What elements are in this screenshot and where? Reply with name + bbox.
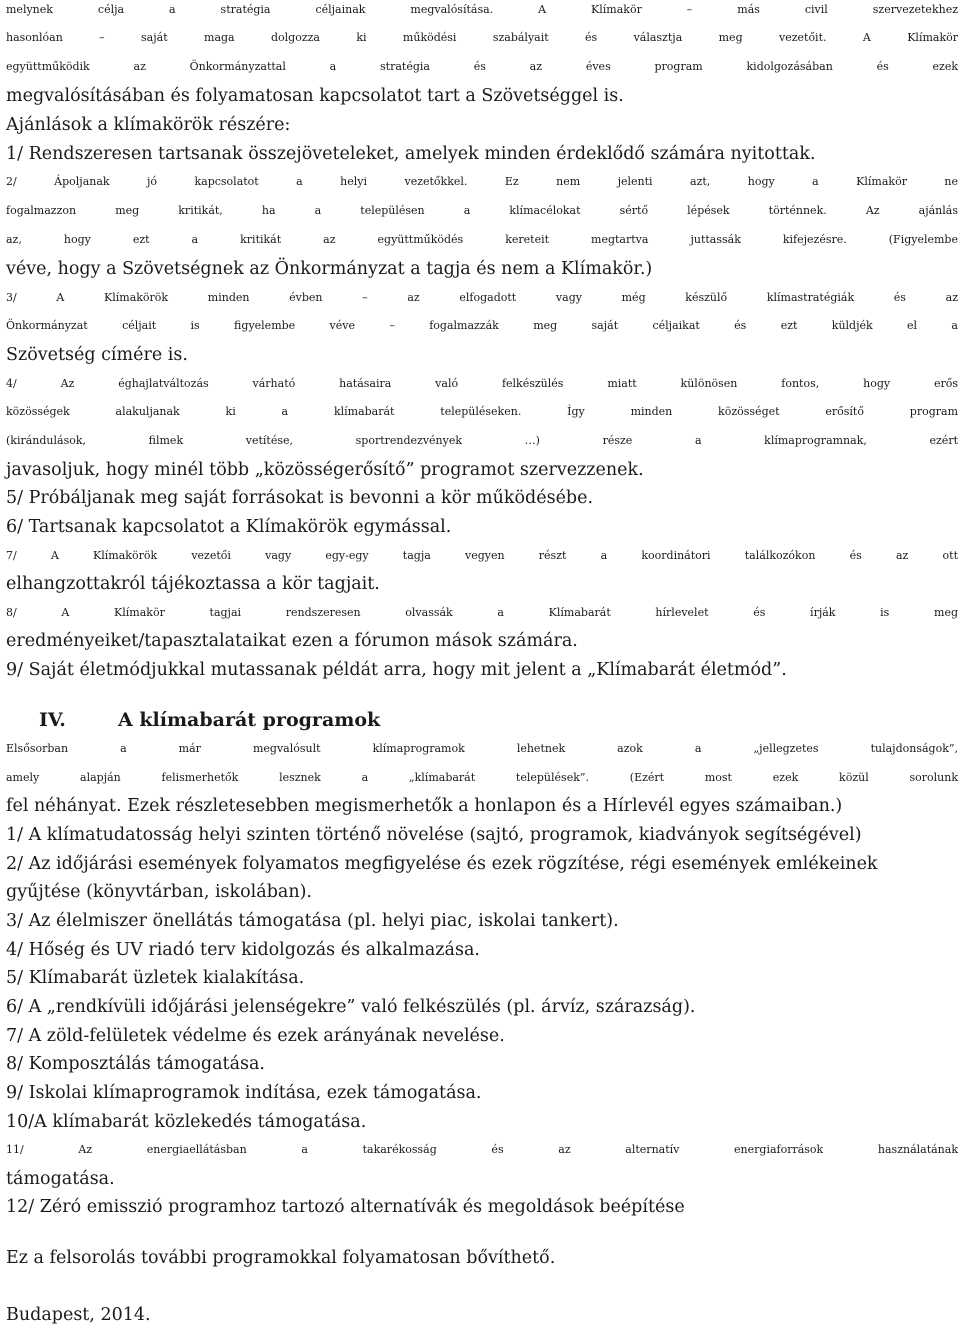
recommendation-line: véve, hogy a Szövetségnek az Önkormányzat a tagja és nem a Klímakör.) [6,259,653,279]
recommendation-line: 4/ Az éghajlatváltozás várható hatásaira való felkészülés miatt különösen fontos, hogy erős [6,377,958,390]
section-title: A klímabarát programok [118,709,381,731]
recommendation-line: 1/ Rendszeresen tartsanak összejöveteleket, amelyek minden érdeklődő számára nyitottak. [6,144,816,164]
program-line: 5/ Klímabarát üzletek kialakítása. [6,968,305,988]
recommendation-line: 8/ A Klímakör tagjai rendszeresen olvassák a Klímabarát hírlevelet és írják is meg [6,606,958,619]
program-line: 11/ Az energiaellátásban a takarékosság és az alternatív energiaforrások használatának [6,1143,958,1156]
program-line: 8/ Komposztálás támogatása. [6,1054,265,1074]
recommendation-line: 6/ Tartsanak kapcsolatot a Klímakörök egymással. [6,517,452,537]
program-line: Elsősorban a már megvalósult klímaprogramok lehetnek azok a „jellegzetes tulajdonságok”, [6,742,958,755]
recommendation-line: elhangzottakról tájékoztassa a kör tagjait. [6,574,380,594]
program-line: 7/ A zöld-felületek védelme és ezek arányának nevelése. [6,1026,505,1046]
program-line: támogatása. [6,1169,115,1189]
section-heading [6,706,958,734]
intro-line: hasonlóan – saját maga dolgozza ki működési szabályait és választja meg vezetőit. A Klímakör [6,31,958,44]
intro-line: megvalósításában és folyamatosan kapcsolatot tart a Szövetséggel is. [6,86,624,106]
intro-line: együttműködik az Önkormányzattal a stratégia és az éves program kidolgozásában és ezek [6,60,958,73]
recommendation-line: 7/ A Klímakörök vezetői vagy egy-egy tagja vegyen részt a koordinátori találkozókon és az ott [6,549,958,562]
recommendation-line: fogalmazzon meg kritikát, ha a településen a klímacélokat sértő lépések történnek. Az ajánlás [6,204,958,217]
program-line: 1/ A klímatudatosság helyi szinten történő növelése (sajtó, programok, kiadványok segítségével) [6,825,862,845]
program-line: 10/A klímabarát közlekedés támogatása. [6,1112,367,1132]
intro-line: melynek célja a stratégia céljainak megvalósítása. A Klímakör – más civil szervezetekhez [6,3,958,16]
recommendation-line: 5/ Próbáljanak meg saját forrásokat is bevonni a kör működésébe. [6,488,594,508]
recommendation-line: 9/ Saját életmódjukkal mutassanak példát arra, hogy mit jelent a „Klímabarát életmód”. [6,660,787,680]
recommendation-line: Szövetség címére is. [6,345,188,365]
recommendation-line: 2/ Ápoljanak jó kapcsolatot a helyi vezetőkkel. Ez nem jelenti azt, hogy a Klímakör ne [6,175,958,188]
recommendation-line: közösségek alakuljanak ki a klímabarát településeken. Így minden közösséget erősítő program [6,405,958,418]
signature-place-date: Budapest, 2014. [6,1305,151,1325]
program-line: 3/ Az élelmiszer önellátás támogatása (pl. helyi piac, iskolai tankert). [6,911,619,931]
recommendation-line: (kirándulások, filmek vetítése, sportrendezvények …) része a klímaprogramnak, ezért [6,434,958,447]
program-line: 2/ Az időjárási események folyamatos megfigyelése és ezek rögzítése, régi események emlékeinek [6,854,878,874]
recommendations-heading: Ajánlások a klímakörök részére: [6,115,291,135]
program-line: 6/ A „rendkívüli időjárási jelenségekre” való felkészülés (pl. árvíz, szárazság). [6,997,696,1017]
recommendation-line: az, hogy ezt a kritikát az együttműködés kereteit megtartva juttassák kifejezésre. (Figyelembe [6,233,958,246]
program-line: amely alapján felismerhetők lesznek a „klímabarát települések”. (Ezért most ezek közül sorolunk [6,771,958,784]
program-line: 9/ Iskolai klímaprogramok indítása, ezek támogatása. [6,1083,482,1103]
program-line: fel néhányat. Ezek részletesebben megismerhetők a honlapon és a Hírlevél egyes számaiban.) [6,796,843,816]
section-number: IV. [39,709,66,731]
recommendation-line: eredményeiket/tapasztalataikat ezen a fórumon mások számára. [6,631,578,651]
closing-text: Ez a felsorolás további programokkal folyamatosan bővíthető. [6,1248,556,1268]
program-line: gyűjtése (könyvtárban, iskolában). [6,882,312,902]
recommendation-line: Önkormányzat céljait is figyelembe véve – fogalmazzák meg saját céljaikat és ezt küldjék el a [6,319,958,332]
recommendation-line: 3/ A Klímakörök minden évben – az elfogadott vagy még készülő klímastratégiák és az [6,291,958,304]
recommendation-line: javasoljuk, hogy minél több „közösségerősítő” programot szervezzenek. [6,460,644,480]
program-line: 4/ Hőség és UV riadó terv kidolgozás és alkalmazása. [6,940,480,960]
program-line: 12/ Zéró emisszió programhoz tartozó alternatívák és megoldások beépítése [6,1197,685,1217]
